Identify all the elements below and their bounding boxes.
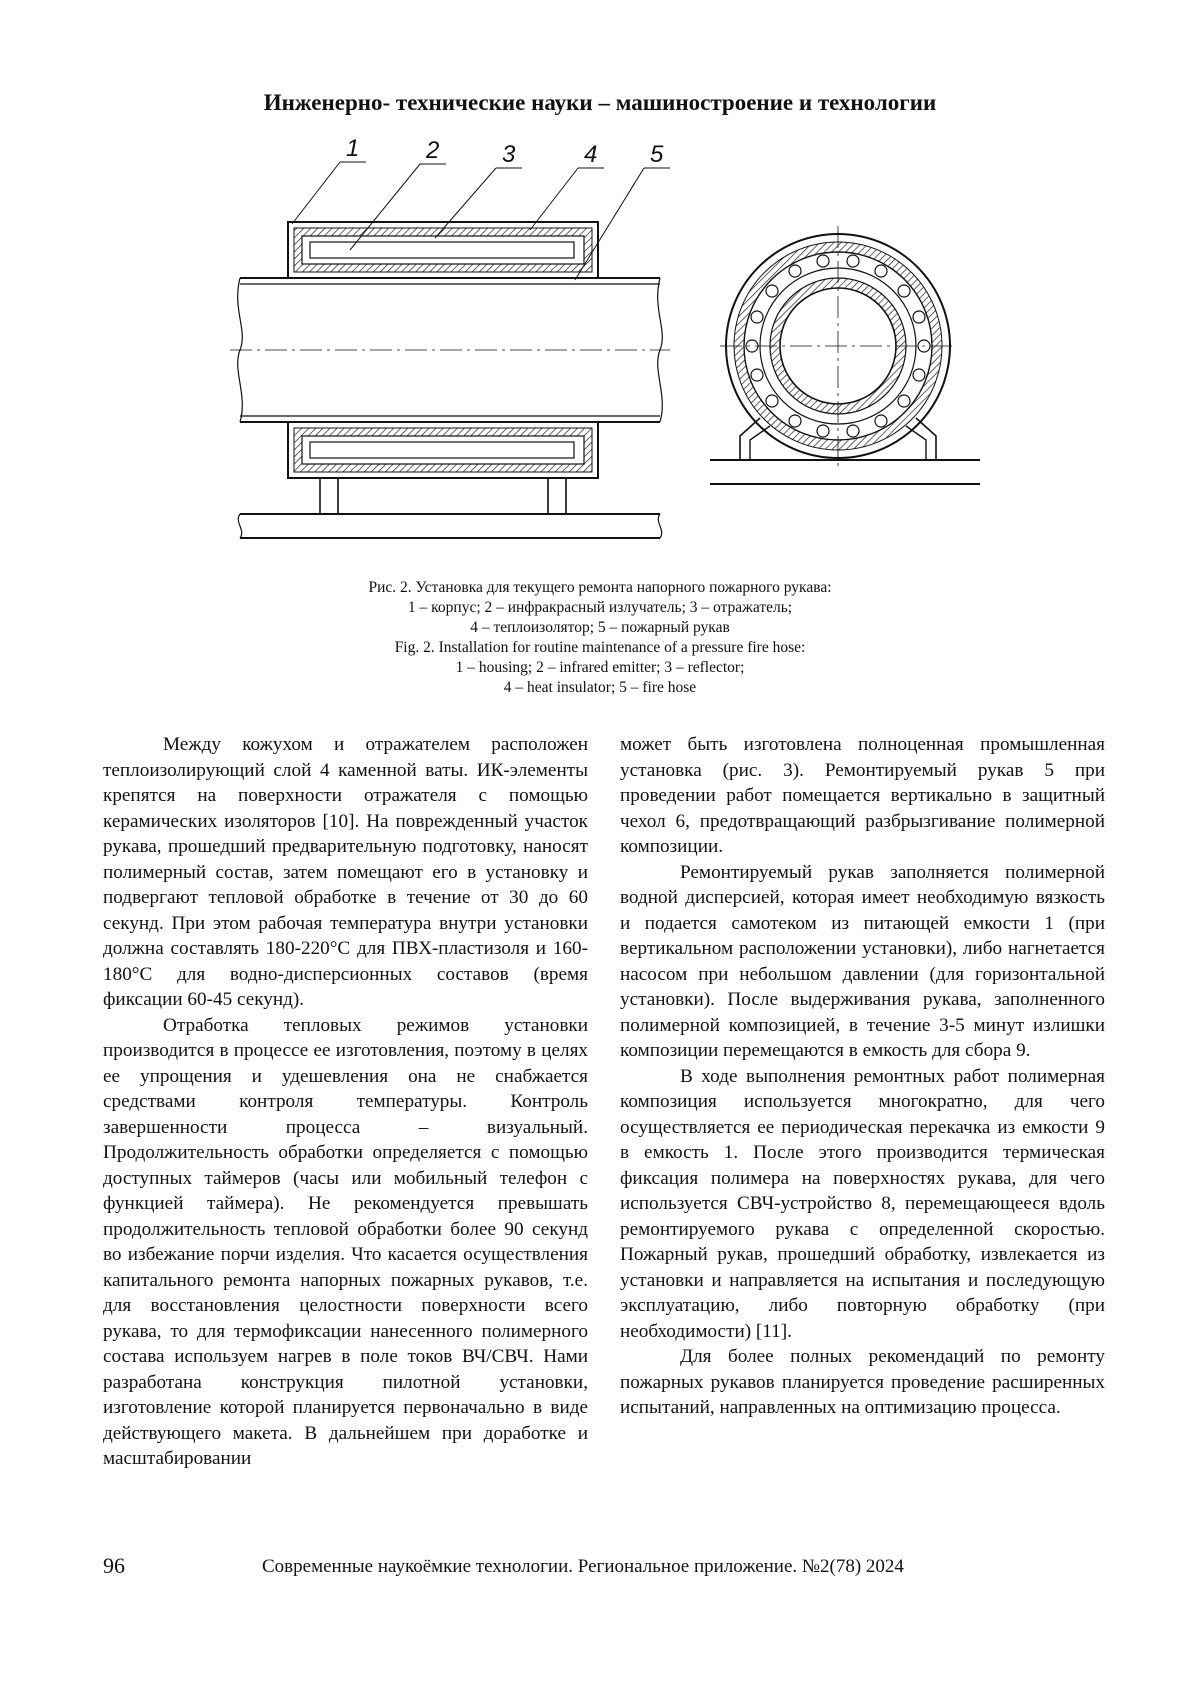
paragraph: Для более полных рекомендаций по ремонту пожарных рукавов планируется проведение расширенных испытаний, направленных на оптимизацию процесса. — [620, 1346, 1105, 1418]
callout-4: 4 — [584, 141, 598, 168]
figure-installation-drawing — [240, 135, 980, 550]
paragraph: В ходе выполнения ремонтных работ полимерная композиция используется многократно, для чего осуществляется ее периодическая перекачка из емкости 9 в емкость 1. После этого производится термическая фиксация полимера на поверхностях рукава, для чего используется СВЧ-устройство 8, перемещающееся вдоль ремонтируемого рукава с определенной скоростью. Пожарный рукав, прошедший обработку, извлекается из установки и направляется на испытания и последующую эксплуатацию, либо повторную обработку (при необходимости) [11]. — [620, 1065, 1105, 1342]
running-header: Инженерно- технические науки – машиностроение и технологии — [263, 90, 937, 115]
body-column-left — [103, 732, 588, 1472]
side-view — [230, 162, 670, 538]
caption-line: Fig. 2. Installation for routine maintenance of a pressure fire hose: — [394, 639, 806, 656]
caption-line: 1 – корпус; 2 – инфракрасный излучатель; 3 – отражатель; — [407, 599, 793, 616]
callout-3: 3 — [502, 141, 516, 168]
page-footer — [0, 1553, 1200, 1583]
paragraph: Между кожухом и отражателем расположен теплоизолирующий слой 4 каменной ваты. ИК-элементы крепятся на поверхности отражателя с помощью керамических изоляторов [10]. На поврежденный участок рукава, прошедший предварительную подготовку, наносят полимерный состав, затем помещают его в установку и подвергают тепловой обработке в течение от 30 до 60 секунд. При этом рабочая температура внутри установки должна составлять 180-220°C для ПВХ-пластизоля и 160-180°C для водно-дисперсионных составов (время фиксации 60-45 секунд). — [103, 734, 588, 1010]
callout-5: 5 — [650, 141, 664, 168]
callout-2: 2 — [426, 137, 440, 164]
paragraph: может быть изготовлена полноценная промышленная установка (рис. 3). Ремонтируемый рукав 5 при проведении работ помещается вертикально в защитный чехол 6, предотвращающий разбрызгивание полимерной композиции. — [620, 734, 1105, 857]
paragraph: Ремонтируемый рукав заполняется полимерной водной дисперсией, которая имеет необходимую вязкость и подается самотеком из питающей емкости 1 (при вертикальном расположении установки), либо нагнетается насосом при небольшом давлении (для горизонтальной установки). После выдерживания рукава, заполненного полимерной композицией, в течение 3-5 минут излишки композиции перемещаются в емкость для сбора 9. — [620, 861, 1105, 1061]
page-number: 96 — [103, 1553, 125, 1578]
caption-line: 4 – теплоизолятор; 5 – пожарный рукав — [470, 619, 730, 636]
caption-line: Рис. 2. Установка для текущего ремонта напорного пожарного рукава: — [368, 579, 832, 596]
callout-1: 1 — [346, 135, 360, 162]
caption-line: 4 – heat insulator; 5 – fire hose — [503, 679, 697, 696]
paragraph: Отработка тепловых режимов установки производится в процессе ее изготовления, поэтому в целях ее упрощения и удешевления она не снабжается средствами контроля температуры. Контроль завершенности процесса – визуальный. Продолжительность обработки определяется с помощью доступных таймеров (часы или мобильный телефон с функцией таймера). Не рекомендуется превышать продолжительность тепловой обработки более 90 секунд во избежание порчи изделия. Что касается осуществления капитального ремонта напорных пожарных рукавов, т.е. для восстановления целостности поверхности всего рукава, то для термофиксации нанесенного полимерного состава используем нагрев в поле токов ВЧ/СВЧ. Нами разработана конструкция пилотной установки, изготовление которой планируется первоначально в виде действующего макета. В дальнейшем при доработке и масштабировании — [103, 1014, 588, 1469]
journal-title: Современные наукоёмкие технологии. Региональное приложение. №2(78) 2024 — [262, 1556, 904, 1577]
end-view — [710, 226, 980, 484]
caption-line: 1 – housing; 2 – infrared emitter; 3 – reflector; — [455, 659, 745, 676]
figure-caption — [0, 578, 1200, 698]
body-column-right — [620, 732, 1105, 1421]
